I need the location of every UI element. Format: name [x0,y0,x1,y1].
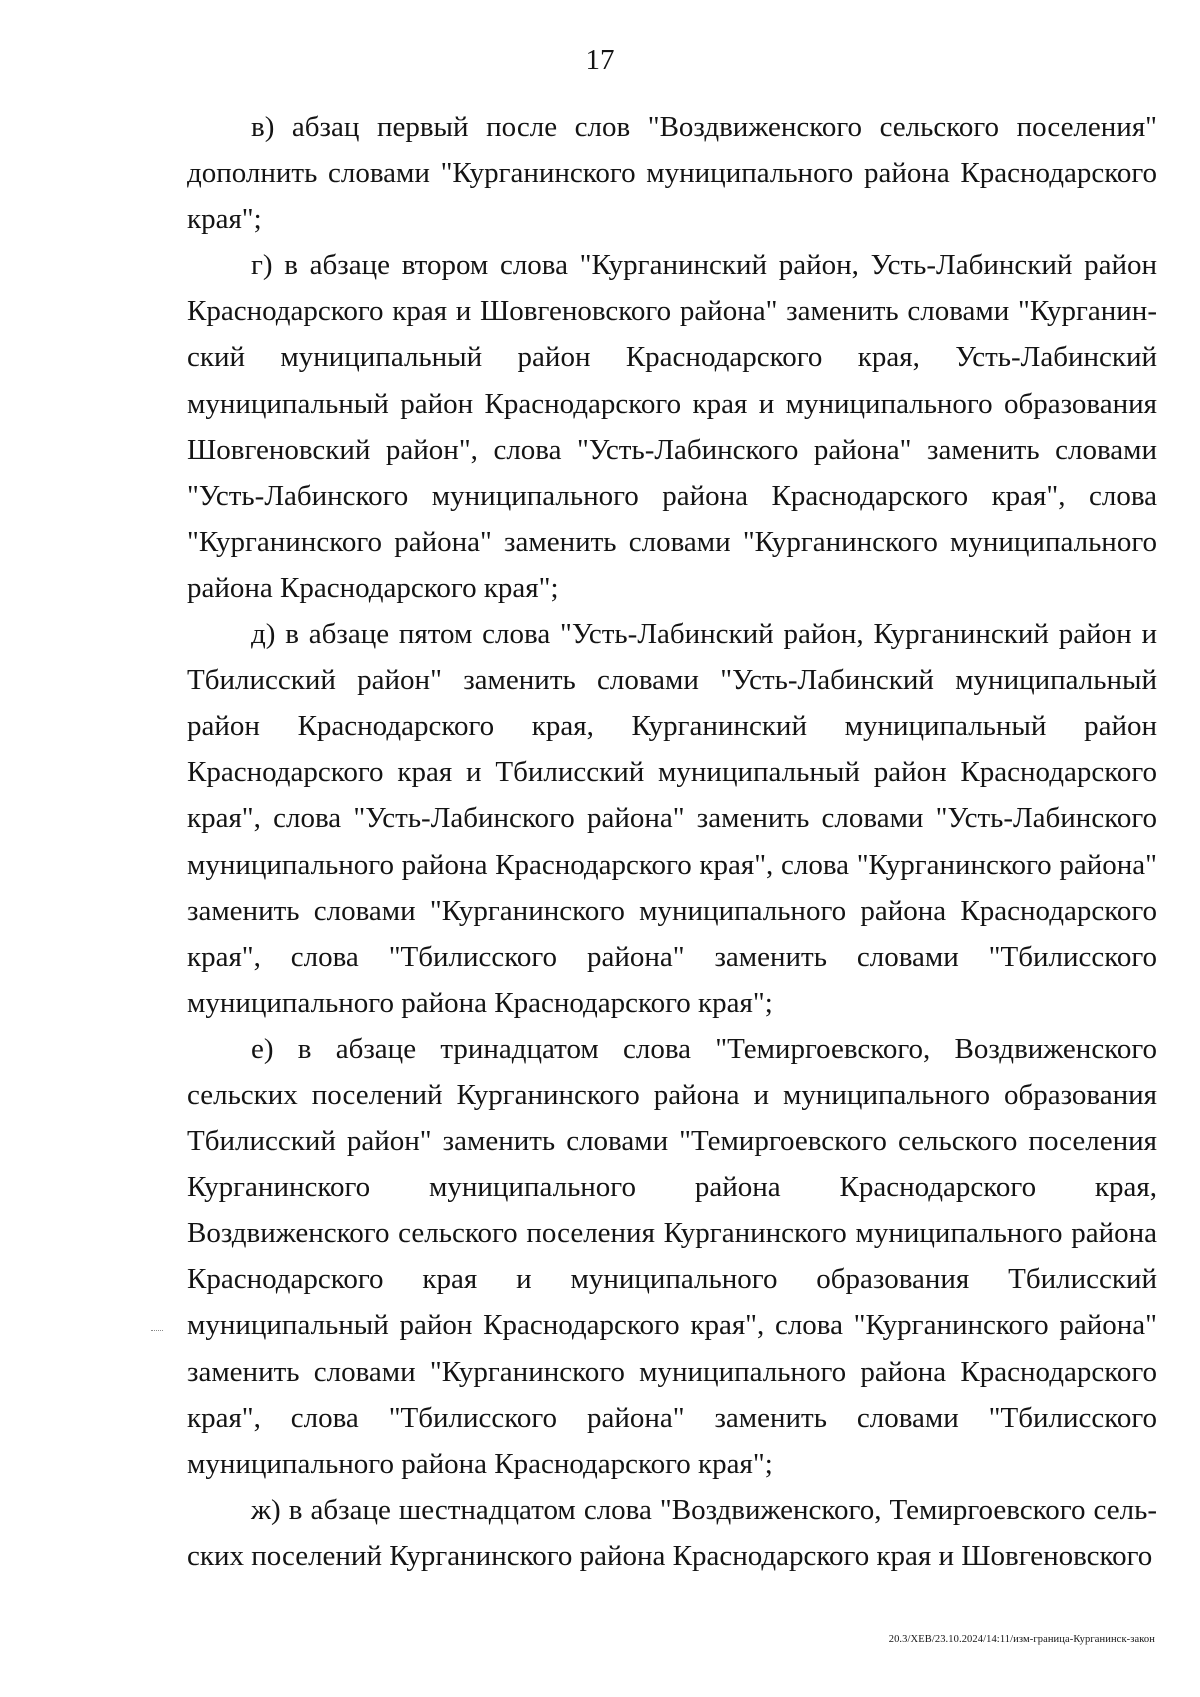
paragraph-v: в) абзац первый после слов "Воздвиженского сельского поселения" дополнить словами "Курганинского муниципального района Краснодарского края"; [187,111,1157,236]
paragraph-zh: ж) в абзаце шестнадцатом слова "Воздвиженского, Темиргоевского сельских поселений Курганинского района Краснодарского края и Шовгеновского [187,1493,1157,1572]
document-footer-code: 20.3/ХЕВ/23.10.2024/14:11/изм-граница-Курганинск-закон [888,1634,1155,1645]
document-body [187,104,1157,1579]
scan-artifact-mark [151,1330,163,1333]
paragraph-d: д) в абзаце пятом слова "Усть-Лабинский район, Курганинский район и Тбилисский район" заменить словами "Усть-Лабинский муниципальный район Краснодарского края, Курганинский муниципальный район Краснодарского края и Тбилисский муниципальный район Краснодарского края", слова "Усть-Лабинского района" заменить словами "Усть-Лабинского муниципального района Краснодарского края", слова "Курганинского района" заменить словами "Курганинского муниципального района Краснодарского края", слова "Тбилисского района" заменить словами "Тбилисского муниципального района Краснодарского края"; [187,618,1157,1019]
page-number: 17 [585,44,615,76]
paragraph-e: е) в абзаце тринадцатом слова "Темиргоевского, Воздвиженского сельских поселений Курганинского района и муниципального образования Тбилисский район" заменить словами "Темиргоевского сельского поселения Курганинского муниципального района Краснодарского края, Воздвиженского сельского поселения Курганинского муниципального района Краснодарского края и муниципального образования Тбилисский муниципальный район Краснодарского края", слова "Курганинского района" заменить словами "Курганинского муниципального района Краснодарского края", слова "Тбилисского района" заменить словами "Тбилисского муниципального района Краснодарского края"; [187,1032,1157,1480]
paragraph-g: г) в абзаце втором слова "Курганинский район, Усть-Лабинский район Краснодарского края и Шовгеновского района" заменить словами "Курганинский муниципальный район Краснодарского края, Усть-Лабинский муниципальный район Краснодарского края и муниципального образования Шовгеновский район", слова "Усть-Лабинского района" заменить словами "Усть-Лабинского муниципального района Краснодарского края", слова "Курганинского района" заменить словами "Курганинского муниципального района Краснодарского края"; [187,249,1157,604]
